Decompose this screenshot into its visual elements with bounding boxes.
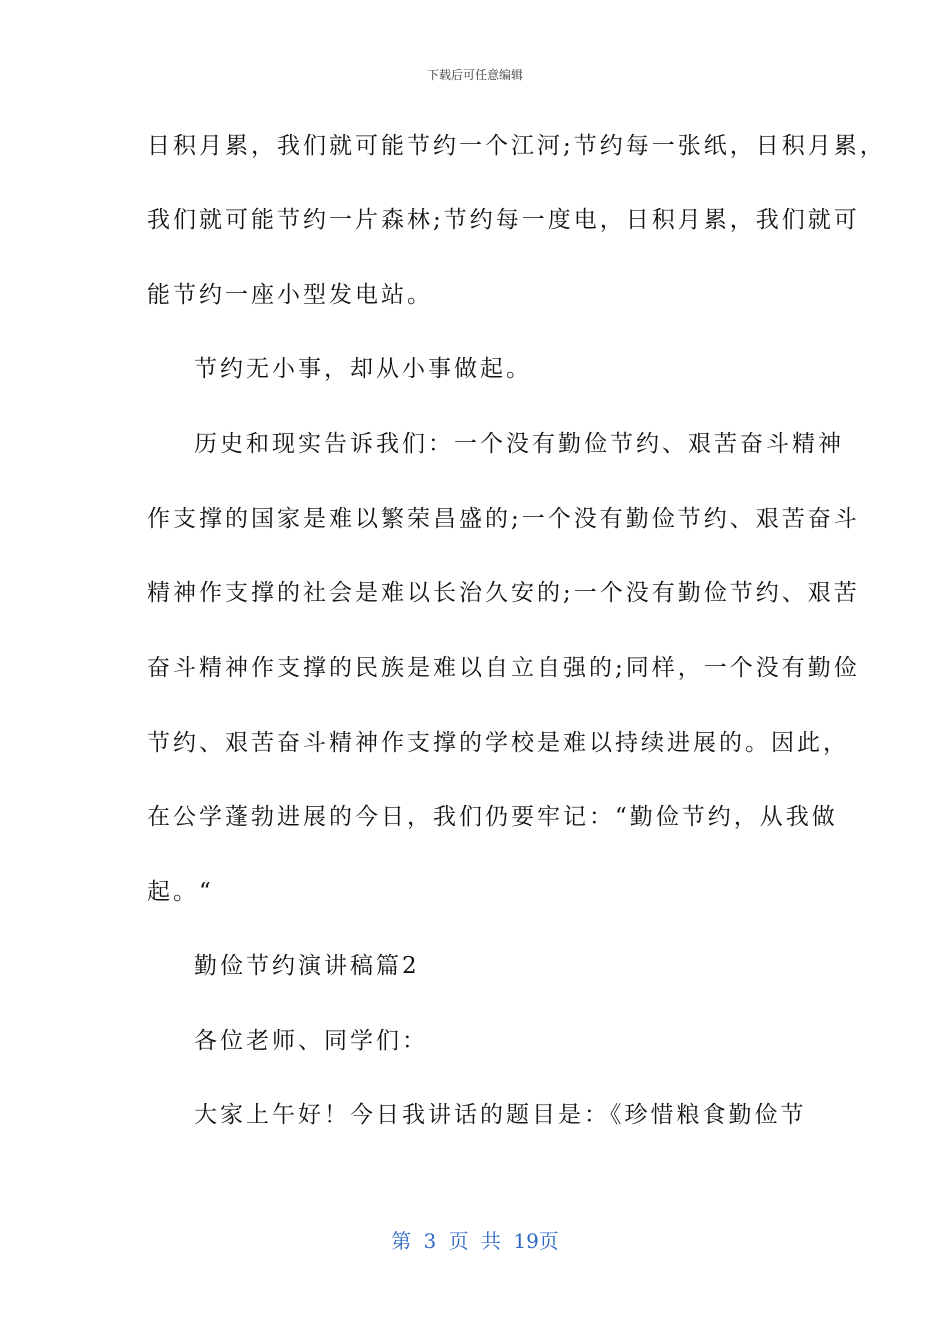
- text-line: 节约无小事，却从小事做起。: [194, 356, 532, 382]
- page-number: 第 3 页 共 19页: [391, 1229, 559, 1253]
- text-line: 大家上午好！今日我讲话的题目是：《珍惜粮食勤俭节: [194, 1102, 807, 1128]
- page-header: 下载后可任意编辑: [426, 68, 523, 82]
- text-line: 节约、艰苦奋斗精神作支撑的学校是难以持续进展的。因此，: [147, 730, 849, 756]
- text-line: 精神作支撑的社会是难以长治久安的;一个没有勤俭节约、艰苦: [147, 580, 860, 606]
- section-heading: 勤俭节约演讲稿篇2: [194, 953, 420, 979]
- text-line: 奋斗精神作支撑的民族是难以自立自强的;同样，一个没有勤俭: [147, 655, 860, 681]
- text-line: 作支撑的国家是难以繁荣昌盛的;一个没有勤俭节约、艰苦奋斗: [147, 506, 860, 532]
- text-line: 能节约一座小型发电站。: [147, 282, 433, 308]
- text-line: 各位老师、同学们：: [194, 1028, 428, 1054]
- text-line: 在公学蓬勃进展的今日，我们仍要牢记：“勤俭节约，从我做: [147, 804, 838, 830]
- text-line: 我们就可能节约一片森林;节约每一度电，日积月累，我们就可: [147, 207, 860, 233]
- text-line: 历史和现实告诉我们：一个没有勤俭节约、艰苦奋斗精神: [194, 431, 844, 457]
- text-line: 日积月累，我们就可能节约一个江河;节约每一张纸，日积月累，: [147, 133, 886, 159]
- text-line: 起。“: [147, 879, 214, 905]
